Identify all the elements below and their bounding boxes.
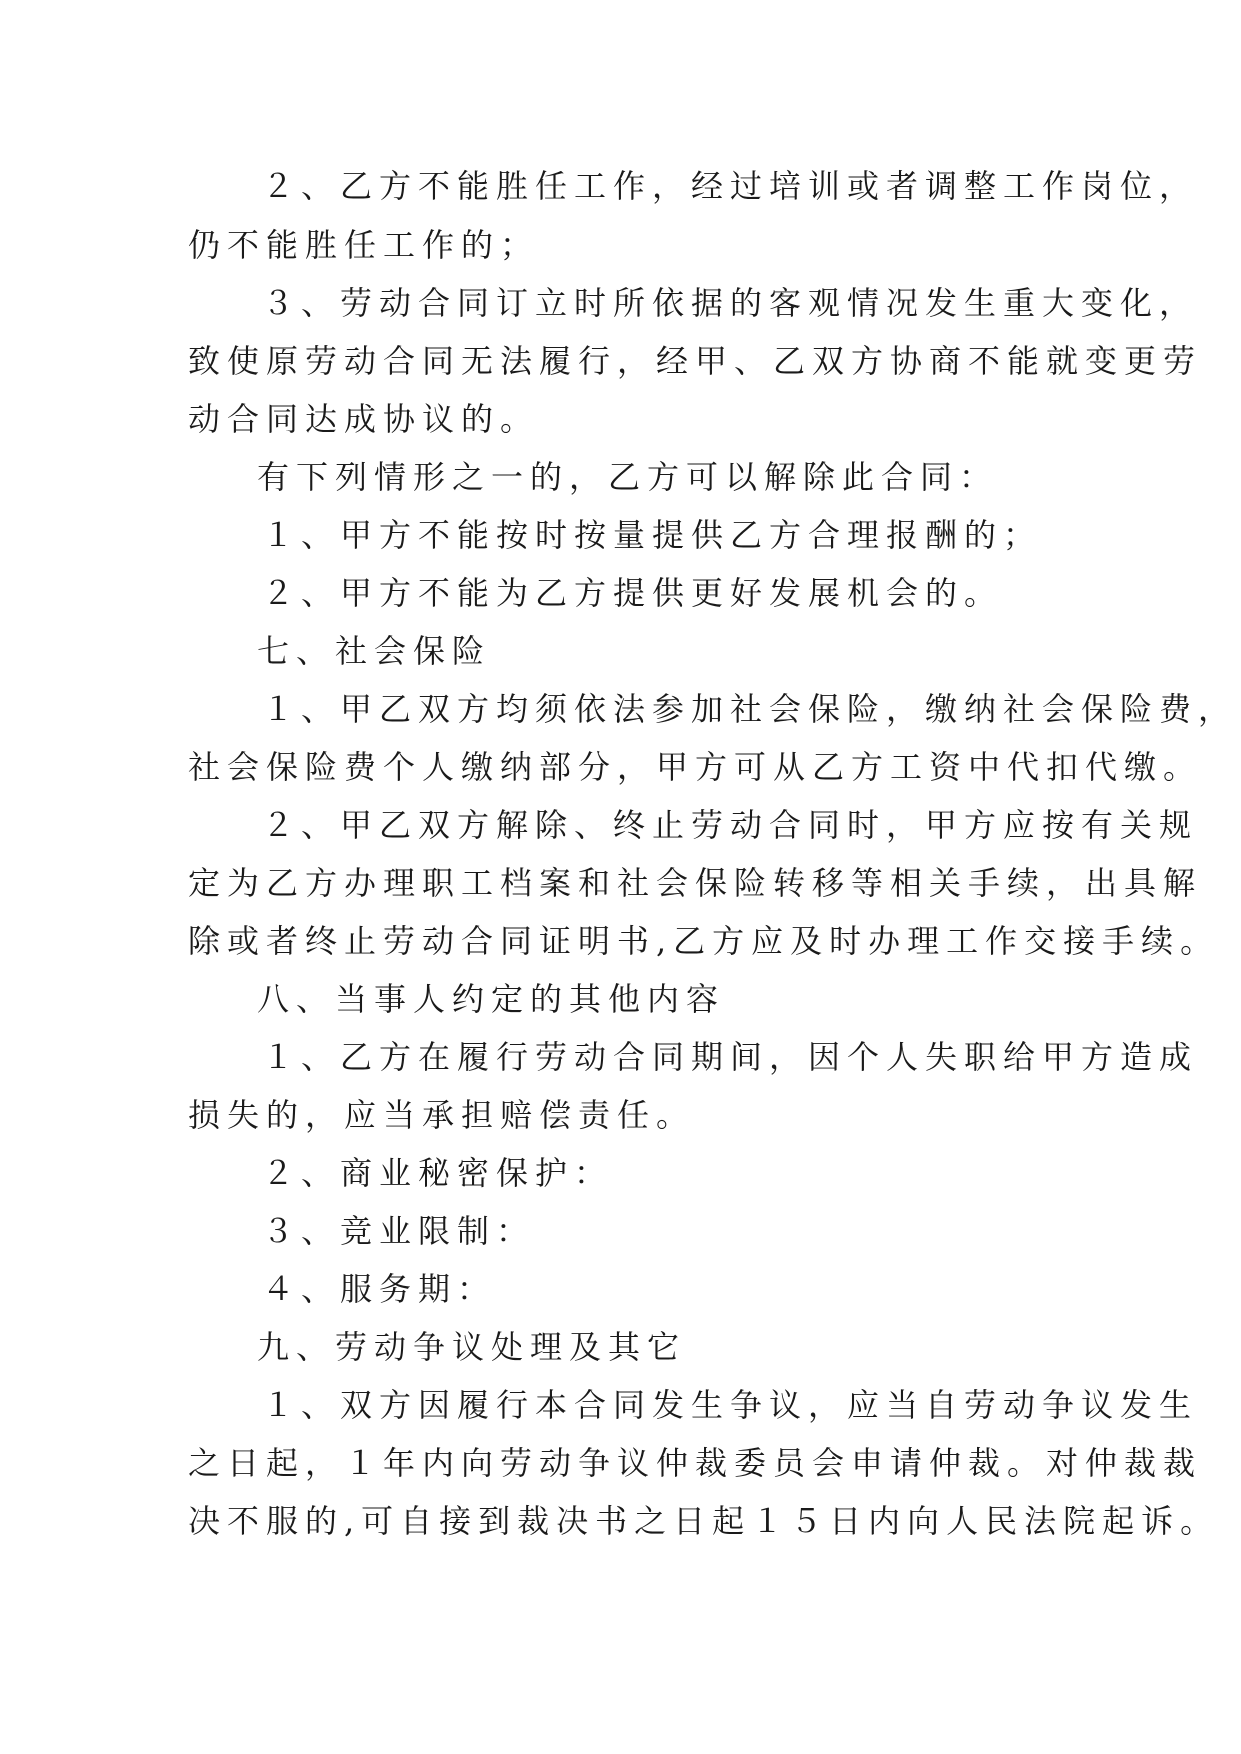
paragraph-line: １、甲方不能按时按量提供乙方合理报酬的； — [262, 516, 1043, 554]
paragraph-line: 致使原劳动合同无法履行，经甲、乙双方协商不能就变更劳 — [188, 342, 1203, 380]
paragraph-line: ２、乙方不能胜任工作，经过培训或者调整工作岗位， — [262, 167, 1199, 205]
paragraph-line: ３、劳动合同订立时所依据的客观情况发生重大变化， — [262, 284, 1199, 322]
paragraph-line: 仍不能胜任工作的； — [188, 226, 540, 264]
paragraph-line: １、乙方在履行劳动合同期间，因个人失职给甲方造成 — [262, 1038, 1199, 1076]
paragraph-line: 之日起，１年内向劳动争议仲裁委员会申请仲裁。对仲裁裁 — [188, 1444, 1203, 1482]
paragraph-line: 损失的，应当承担赔偿责任。 — [188, 1096, 696, 1134]
paragraph-line: ４、服务期： — [262, 1270, 497, 1308]
paragraph-line: 决不服的,可自接到裁决书之日起１５日内向人民法院起诉。 — [188, 1502, 1220, 1540]
paragraph-line: 社会保险费个人缴纳部分，甲方可从乙方工资中代扣代缴。 — [188, 748, 1203, 786]
paragraph-line: ２、甲方不能为乙方提供更好发展机会的。 — [262, 574, 1004, 612]
section-heading: 七、社会保险 — [257, 632, 492, 670]
paragraph-line: ２、商业秘密保护： — [262, 1154, 614, 1192]
paragraph-line: 定为乙方办理职工档案和社会保险转移等相关手续，出具解 — [188, 864, 1203, 902]
paragraph-line: 动合同达成协议的。 — [188, 400, 540, 438]
paragraph-line: 有下列情形之一的，乙方可以解除此合同： — [257, 458, 999, 496]
paragraph-line: １、双方因履行本合同发生争议，应当自劳动争议发生 — [262, 1386, 1199, 1424]
section-heading: 九、劳动争议处理及其它 — [257, 1328, 687, 1366]
paragraph-line: 除或者终止劳动合同证明书,乙方应及时办理工作交接手续。 — [188, 922, 1220, 960]
paragraph-line: １、甲乙双方均须依法参加社会保险，缴纳社会保险费， — [262, 690, 1238, 728]
paragraph-line: ２、甲乙双方解除、终止劳动合同时，甲方应按有关规 — [262, 806, 1199, 844]
paragraph-line: ３、竞业限制： — [262, 1212, 536, 1250]
section-heading: 八、当事人约定的其他内容 — [257, 980, 726, 1018]
